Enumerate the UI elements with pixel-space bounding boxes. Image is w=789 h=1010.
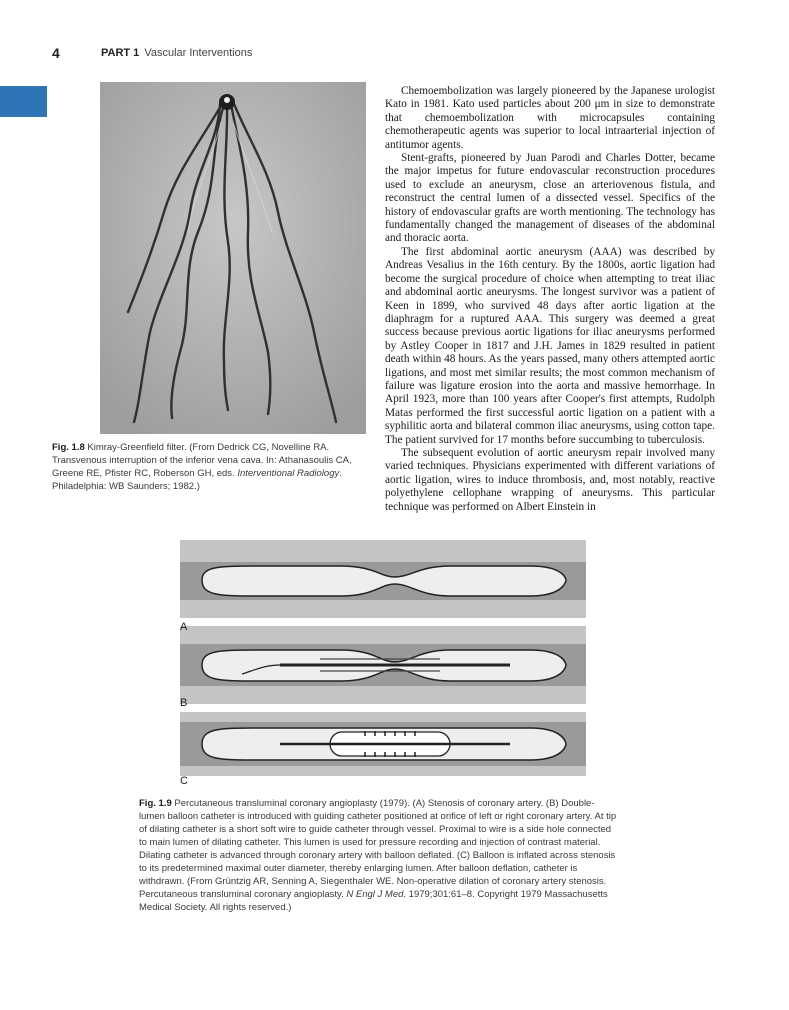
part-label: PART 1 xyxy=(101,47,140,59)
panel-c-balloon xyxy=(180,712,586,776)
panel-a-stenosis xyxy=(180,540,586,618)
paragraph-aneurysm-repair: The subsequent evolution of aortic aneurysm repair involved many varied techniques. Physicians experimented with different variations of aortic ligation, wires to induce thrombosis, and, most notably, reactive polyethylene cellophane wrapping of aneurysms. This particular technique was performed on Albert Einstein in xyxy=(385,446,715,513)
figure-1-9-caption xyxy=(139,797,619,914)
panel-b-catheter xyxy=(180,626,586,704)
figure-1-9-label: Fig. 1.9 xyxy=(139,798,172,809)
panel-label-b: B xyxy=(180,697,188,709)
figure-1-9-journal: N Engl J Med xyxy=(346,889,404,900)
figure-1-9-caption-end: . 1979;301:61–8. Copyright 1979 Massachusetts Medical Society. All rights reserved.) xyxy=(139,889,608,913)
panel-label-a: A xyxy=(180,621,188,633)
figure-1-9-caption-text: Percutaneous transluminal coronary angioplasty (1979). (A) Stenosis of coronary artery. (B) Double-lumen balloon catheter is introduced with guiding catheter positioned at orifice of left or right coronary artery. At tip of dilating catheter is a short soft wire to guide catheter through vessel. Proximal to wire is a side hole connected to main lumen of dilating catheter. This lumen is used for pressure recording and injection of contrast material. Dilating catheter is advanced through coronary artery with balloon deflated. (C) Balloon is inflated across stenosis to its predetermined maximal outer diameter, thereby enlarging lumen. After balloon deflation, catheter is withdrawn. (From Grüntzig AR, Senning A, Siegenthaler WE. Non-operative dilation of coronary artery stenosis. Percutaneous transluminal coronary angioplasty. xyxy=(139,798,617,900)
greenfield-filter-photo xyxy=(100,82,366,434)
body-text-column xyxy=(385,85,715,514)
chapter-side-tab xyxy=(0,86,47,117)
figure-1-8-book-title: Interventional Radiology xyxy=(237,468,340,479)
figure-1-8-label: Fig. 1.8 xyxy=(52,442,85,453)
part-title: Vascular Interventions xyxy=(144,47,253,59)
panel-label-c: C xyxy=(180,775,188,787)
figure-1-8-caption-end: . Philadelphia: WB Saunders; 1982.) xyxy=(52,468,342,492)
page-number: 4 xyxy=(52,45,60,61)
running-header xyxy=(101,47,252,59)
paragraph-stent-grafts: Stent-grafts, pioneered by Juan Parodi and Charles Dotter, became the major impetus for future endovascular reconstruction procedures used to exclude an aneurysm, close an arteriovenous fistula, and reconstruct the central lumen of a dissected vessel. Specifics of the history of endovascular grafts are worth mentioning. The technology has fundamentally changed the management of diseases of the abdominal and thoracic aorta. xyxy=(385,152,715,245)
paragraph-first-aaa: The first abdominal aortic aneurysm (AAA) was described by Andreas Vesalius in the 16th century. By the 1800s, aortic ligation had become the surgical procedure of choice when attempting to treat iliac and abdominal aortic aneurysms. The longest survivor was a patient of Keen in 1899, who survived 48 days after aortic ligation at the diaphragm for a ruptured AAA. This surgery was deemed a great success because previous aortic ligations for iliac aneurysms performed by Astley Cooper in 1817 and J.H. James in 1829 resulted in patient death within 48 hours. As the years passed, many others attempted aortic ligations, and most met similar results; the most common mechanism of failure was ligature erosion into the aorta and massive hemorrhage. In April 1923, more than 100 years after Cooper's first attempts, Rudolph Matas performed the first successful aortic ligation on a patient with a syphilitic aorta and bilateral common iliac aneurysms, using cotton tape. The patient survived for 17 months before succumbing to tuberculosis. xyxy=(385,245,715,446)
figure-1-8-caption xyxy=(52,441,370,493)
figure-1-8-caption-text: Kimray-Greenfield filter. (From Dedrick CG, Novelline RA. Transvenous interruption of the inferior vena cava. In: Athanasoulis CA, Greene RE, Pfister RC, Roberson GH, eds. xyxy=(52,442,352,479)
angioplasty-diagram xyxy=(180,540,586,776)
paragraph-chemoembolization: Chemoembolization was largely pioneered by the Japanese urologist Kato in 1981. Kato used particles about 200 μm in size to demonstrate that chemoembolization with microcapsules containing chemotherapeutic agents was superior to local intraarterial injection of antitumor agents. xyxy=(385,85,715,151)
